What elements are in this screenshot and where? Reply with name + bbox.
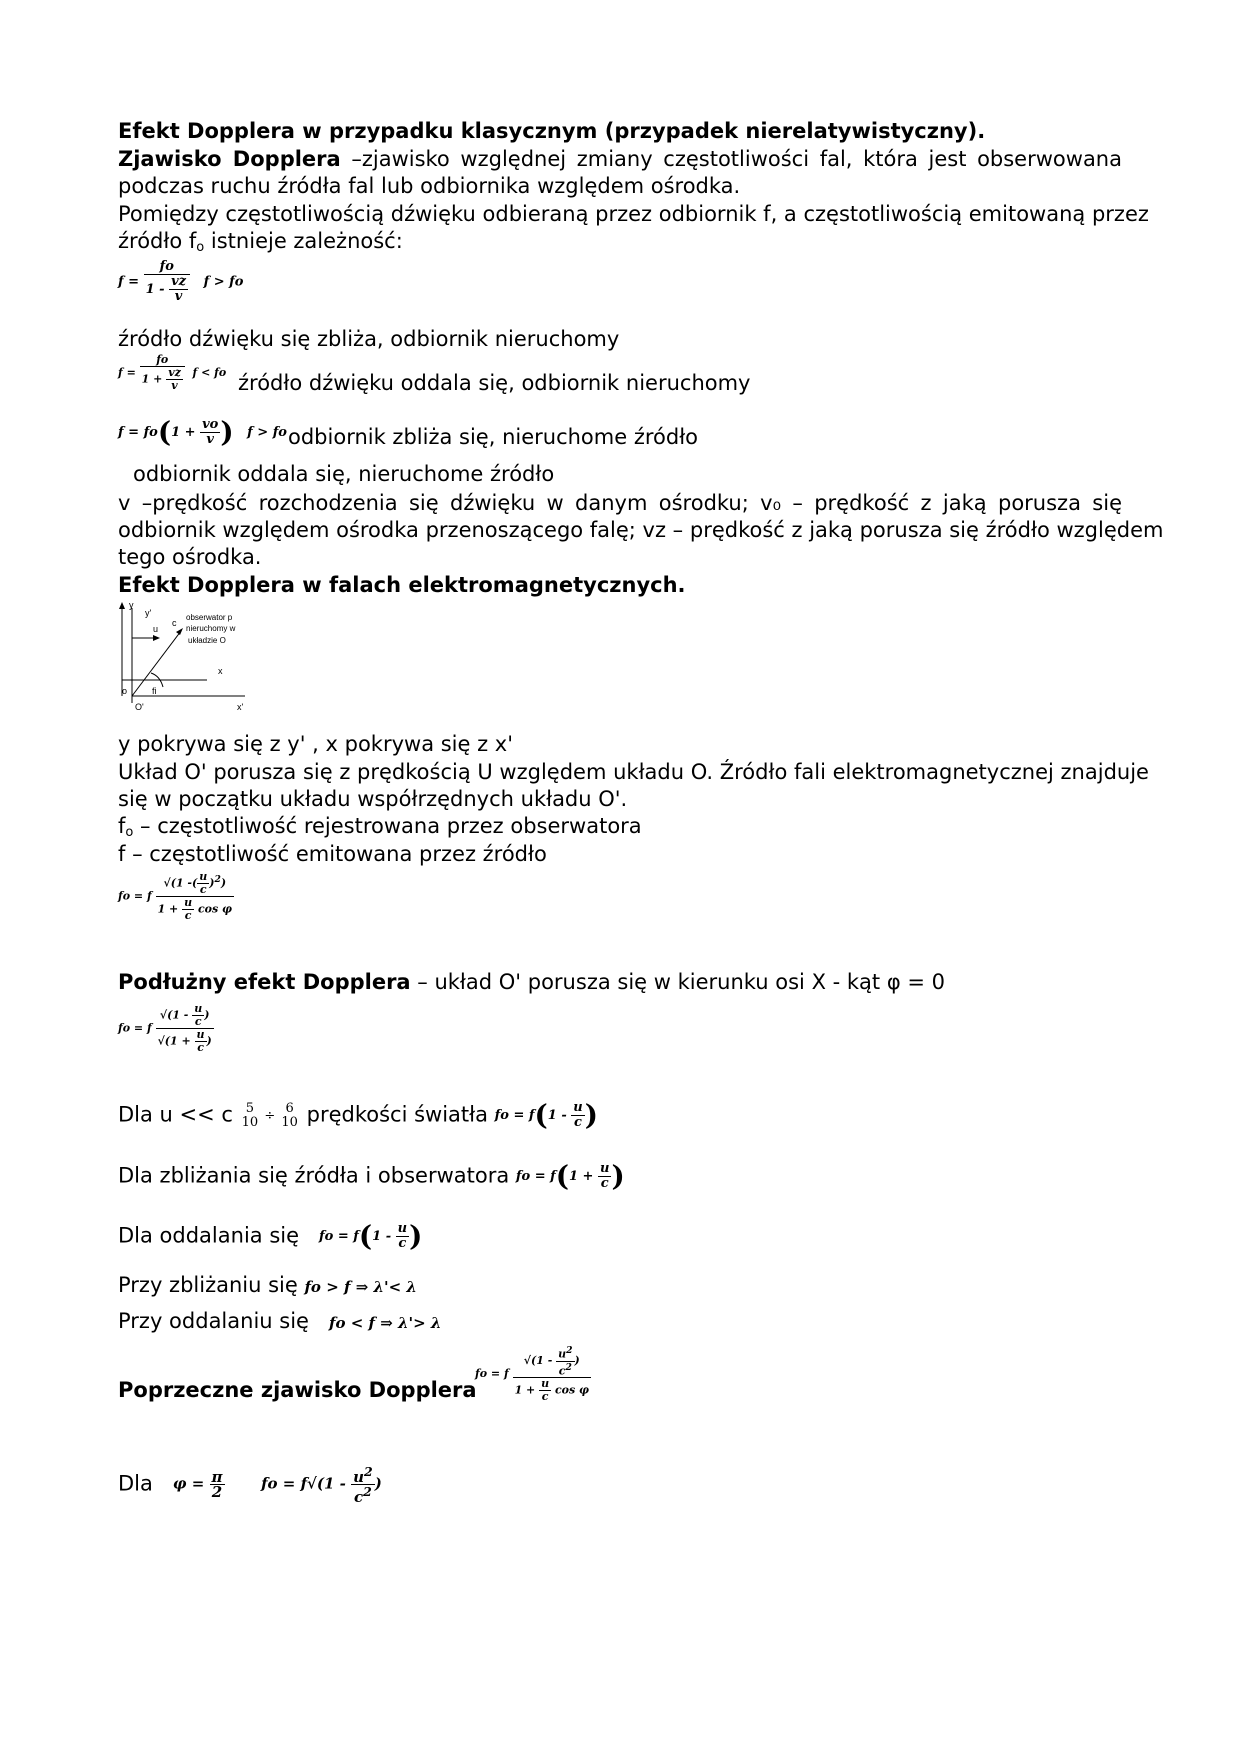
case-text: źródło dźwięku się zbliża, odbiornik nieruchomy (118, 327, 620, 351)
text-line-wavelength: Przy oddalaniu się fo < f ⇒ λ'> λ (118, 1309, 442, 1333)
section-title-longitudinal: Podłużny efekt Dopplera (118, 970, 411, 994)
text-line-wavelength: Przy zbliżaniu się fo > f ⇒ λ'< λ (118, 1273, 417, 1297)
definition-text: –zjawisko względnej zmiany częstotliwości fal, która jest obserwowana (351, 147, 1122, 171)
section-title-em: Efekt Dopplera w falach elektromagnetycznych. (118, 573, 686, 597)
formula-longitudinal: fo = f √(1 - $\frac{u}{c}$ ) √(1 + $\frac{u}{c}$ ) (118, 1002, 212, 1054)
paragraph-line: źródło $f_o$ istnieje zależność: (118, 229, 403, 255)
text-line: $f_o$ – częstotliwość rejestrowana przez obserwatora (118, 814, 642, 840)
observer-note: nieruchomy w (186, 624, 236, 633)
formula-relativistic-general: fo = f √(1 -( $\frac{u}{c}$ )$^2$) 1 + $\frac{u}{c}$ cos φ (118, 870, 232, 922)
observer-note: układzie O (188, 636, 226, 645)
section-title-transverse: Poprzeczne zjawisko Dopplera (118, 1378, 477, 1402)
coordinate-diagram (115, 598, 255, 714)
formula-approaching-source: f = fo 1 - $\frac{vz}{v}$ f > fo (118, 259, 244, 304)
formula-receding-source: f = fo 1 + $\frac{vz}{v}$ f < fo (118, 353, 227, 392)
definition-term: Zjawisko Dopplera (118, 147, 341, 171)
text-line: f – częstotliwość emitowana przez źródło (118, 842, 547, 866)
variables-line: v –prędkość rozchodzenia się dźwięku w danym ośrodku; v₀ – prędkość z jaką porusza się (118, 491, 1122, 515)
definition-line-2: podczas ruchu źródła fal lub odbiornika względem ośrodka. (118, 174, 741, 198)
variables-line: odbiornik względem ośrodka przenoszącego falę; vz – prędkość z jaką porusza się źródło względem (118, 518, 1164, 542)
observer-note: obserwator p (186, 613, 233, 622)
axis-label-y-prime: y' (145, 608, 152, 618)
text-line-low-speed: Dla u << c 5 10 ÷ 6 10 prędkości światła fo = f(1 - $\frac{u}{c}$ ) (118, 1098, 598, 1132)
text-line-perpendicular: Dla φ = $\frac{\pi}{2}$ fo = f√(1 - $\frac{u^2}{c^2}$ ) (118, 1464, 382, 1506)
label-u: u (153, 624, 159, 634)
case-text: odbiornik zbliża się, nieruchome źródło (288, 425, 699, 449)
text-line: y pokrywa się z y' , x pokrywa się z x' (118, 732, 514, 756)
angle-label-fi: fi (152, 686, 157, 696)
origin-label-o: o (122, 686, 128, 696)
axis-label-x-prime: x' (237, 702, 244, 712)
axis-label-y: y (129, 600, 134, 610)
section-longitudinal: Podłużny efekt Dopplera – układ O' porusza się w kierunku osi X - kąt φ = 0 (118, 970, 945, 994)
section-title-classical: Efekt Dopplera w przypadku klasycznym (przypadek nierelatywistyczny). (118, 119, 986, 143)
case-text: źródło dźwięku oddala się, odbiornik nieruchomy (238, 371, 751, 395)
text-line-receding: Dla oddalania się fo = f(1 - $\frac{u}{c}$ ) (118, 1219, 423, 1253)
variables-line: tego ośrodka. (118, 545, 262, 569)
origin-label-o-prime: O' (135, 702, 144, 712)
definition-line-1 (118, 146, 1122, 173)
text-line: się w początku układu współrzędnych układu O'. (118, 787, 628, 811)
formula-transverse: fo = f √(1 - $\frac{u^2}{c^2}$ ) 1 + $\frac{u}{c}$ cos φ (475, 1345, 589, 1404)
case-text: odbiornik oddala się, nieruchome źródło (133, 462, 555, 486)
text-line: Układ O' porusza się z prędkością U względem układu O. Źródło fali elektromagnetycznej znajduje (118, 760, 1149, 784)
paragraph-line: Pomiędzy częstotliwością dźwięku odbieraną przez odbiornik f, a częstotliwością emitowaną przez (118, 202, 1149, 226)
axis-label-x: x (218, 666, 223, 676)
text-line-approaching: Dla zbliżania się źródła i obserwatora fo = f(1 + $\frac{u}{c}$ ) (118, 1159, 625, 1193)
label-c: c (172, 618, 177, 628)
formula-approaching-receiver: f = fo(1 + $\frac{vo}{v}$ ) f > fo (118, 415, 287, 449)
section-transverse (118, 1377, 477, 1404)
